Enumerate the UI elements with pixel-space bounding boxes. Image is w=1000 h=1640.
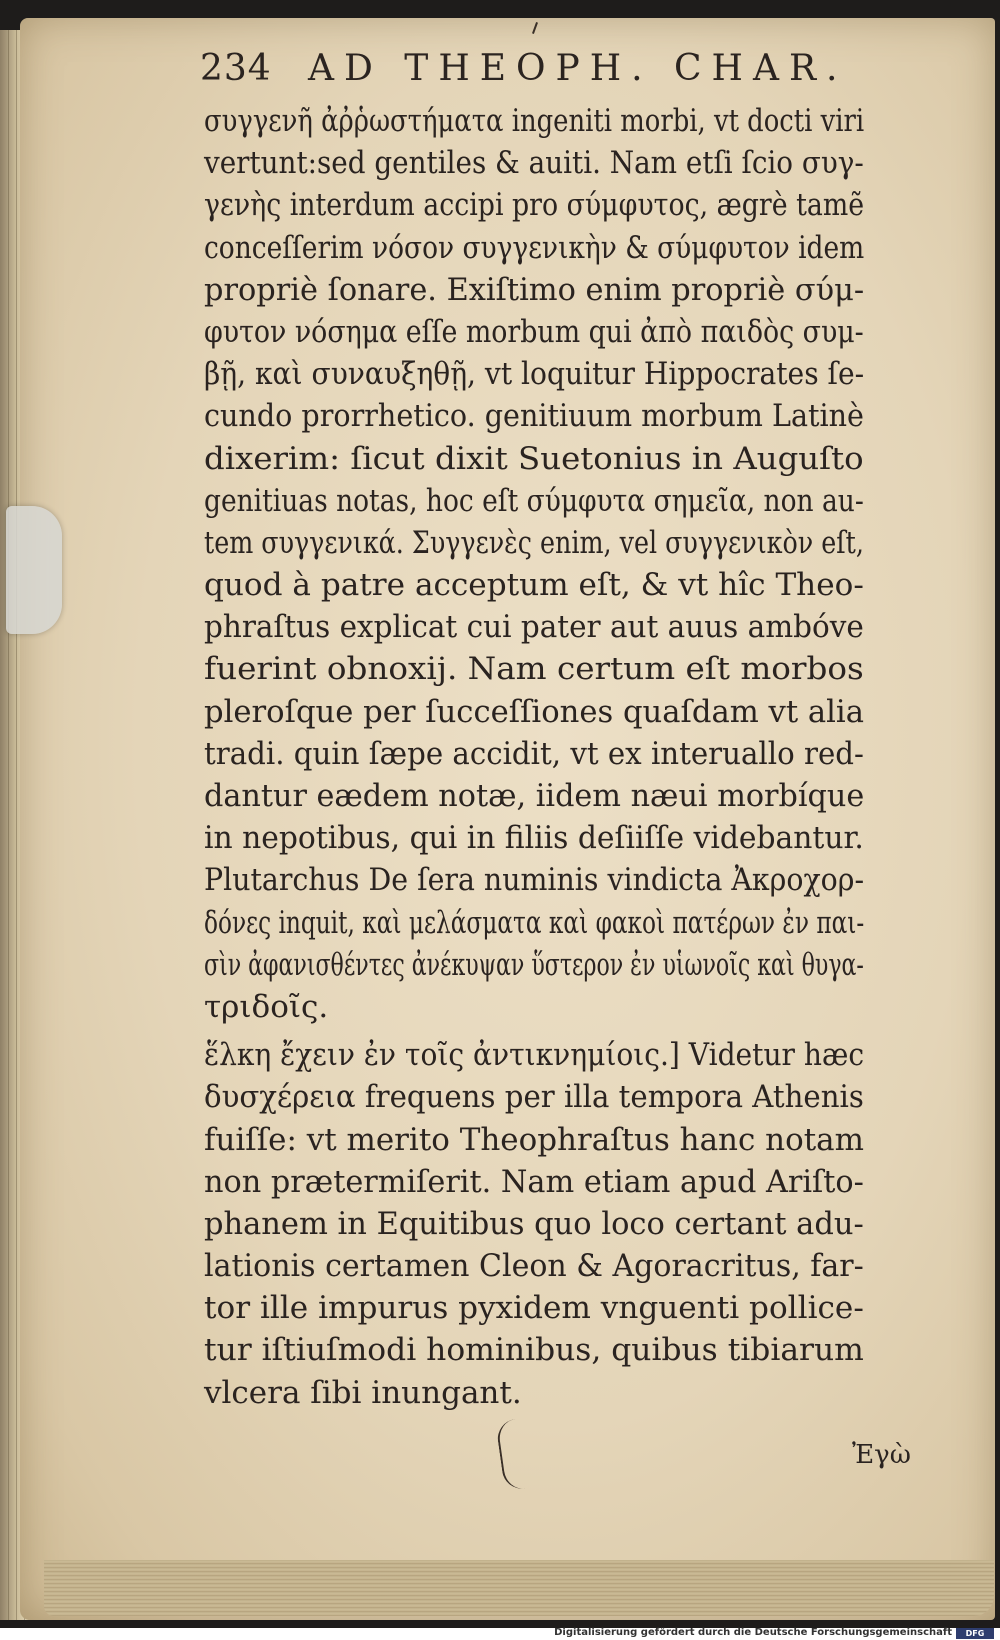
text-line: δυσχέρεια frequens per illa tempora Athenis [204, 1079, 864, 1116]
digitization-credit: Digitalisierung gefördert durch die Deutsche Forschungsgemeinschaft [554, 1627, 952, 1638]
text-line: dantur eædem notæ, iidem næui morbíque [204, 778, 865, 814]
text-line: tradi. quin ſæpe accidit, vt ex interuallo red- [204, 735, 864, 772]
page-clip [6, 506, 62, 634]
text-line: γενὴς interdum accipi pro σύμφυτος, ægrè tamẽ [204, 187, 865, 224]
text-line: non prætermiſerit. Nam etiam apud Ariſto- [204, 1163, 864, 1200]
text-line: phraſtus explicat cui pater aut auus ambóve [204, 609, 864, 646]
running-title: AD THEOPH. CHAR. [308, 48, 848, 89]
dfg-logo: DFG [956, 1628, 994, 1639]
text-line: σὶν ἀφανισθέντες ἀνέκυψαν ὕστερον ἐν υἱωνοῖς καὶ θυγα- [204, 946, 864, 983]
text-line: pleroſque per ſucceſſiones quaſdam vt alia [204, 693, 864, 730]
text-line: genitiuas notas, hoc eſt σύμφυτα σημεῖα, non au- [204, 482, 864, 519]
text-line: dixerim: ſicut dixit Suetonius in Auguſto [204, 440, 864, 477]
catchword: Ἐγὼ [852, 1440, 911, 1470]
body-text [204, 100, 904, 1414]
text-line: conceſſerim νόσον συγγενικὴν & σύμφυτον idem [204, 229, 865, 266]
text-line: βῇ, καὶ συναυξηθῇ, vt loquitur Hippocrates ſe- [204, 356, 865, 393]
text-line: quod à patre acceptum eſt, & vt hîc Theo- [204, 567, 864, 604]
text-line: vlcera ſibi inungant. [204, 1374, 522, 1411]
text-line: tem συγγενικά. Συγγενὲς enim, vel συγγενικὸν eſt, [204, 524, 864, 561]
text-line: lationis certamen Cleon & Agoracritus, far- [204, 1248, 864, 1285]
text-line: Plutarchus De ſera numinis vindicta Ἀκροχορ- [204, 862, 865, 899]
text-line: phanem in Equitibus quo loco certant adu- [204, 1205, 864, 1242]
text-line: φυτον νόσημα eſſe morbum qui ἀπὸ παιδὸς συμ- [204, 313, 864, 350]
text-line: δόνες inquit, καὶ μελάσματα καὶ φακοὶ πατέρων ἐν παι- [204, 904, 865, 941]
text-line: cundo prorrhetico. genitiuum morbum Latinè [204, 398, 864, 435]
text-line: ἕλκη ἔχειν ἐν τοῖς ἀντικνημίοις.] Videtur hæc [204, 1037, 865, 1074]
text-line: tur iſtiuſmodi hominibus, quibus tibiarum [204, 1332, 864, 1369]
page-number: 234 [200, 48, 272, 89]
text-line: συγγενῆ ἀῤῥωστήματα ingeniti morbi, vt docti viri [204, 103, 865, 139]
text-line: propriè ſonare. Exiſtimo enim propriè σύμ- [204, 271, 865, 308]
text-line: τριδοῖς. [204, 988, 329, 1025]
text-line: tor ille impurus pyxidem vnguenti pollice- [204, 1290, 864, 1327]
text-line: in nepotibus, qui in filiis deſiiſſe videbantur. [204, 820, 864, 857]
running-header [200, 48, 880, 98]
footer [0, 1628, 1000, 1640]
text-line: fuiſſe: vt merito Theophraſtus hanc notam [204, 1121, 864, 1158]
page-stack-edge [44, 1560, 994, 1616]
text-line: vertunt:sed gentiles & auiti. Nam etſi ſcio συγ- [204, 145, 864, 182]
text-line: fuerint obnoxij. Nam certum eſt morbos [204, 651, 864, 688]
